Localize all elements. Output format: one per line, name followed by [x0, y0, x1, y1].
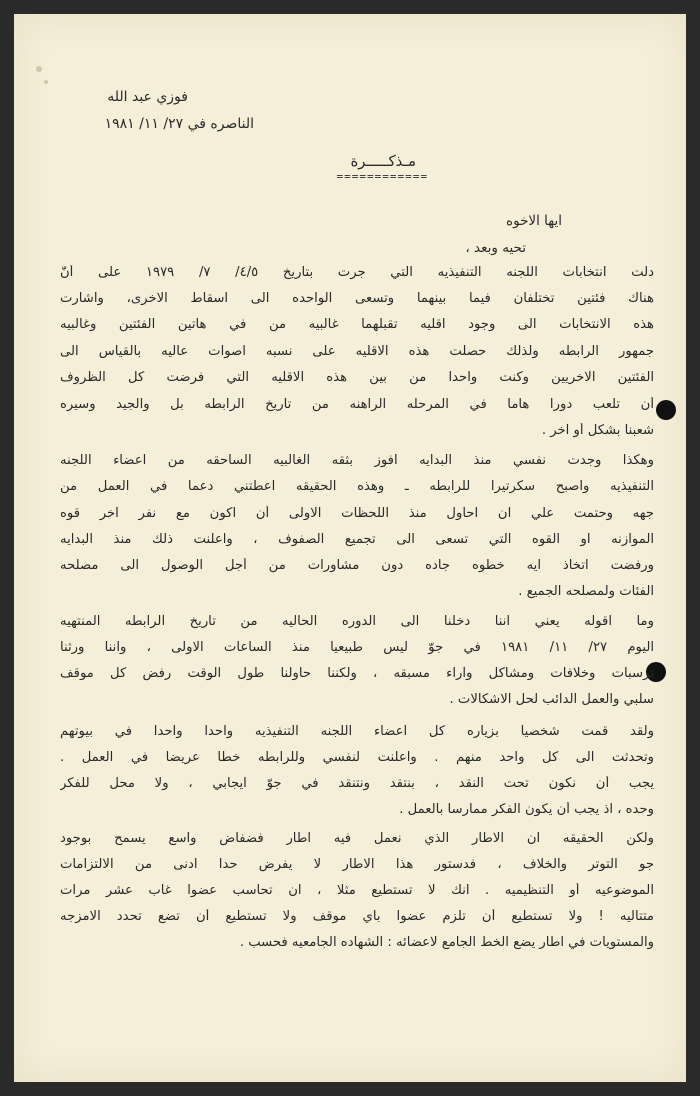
- paragraph-line: متتاليه ! ولا تستطيع أن تلزم عضوا بأي موقف ولا تستطيع أن تضع تحدد الامزجه: [60, 909, 654, 924]
- paragraph-line: ولكن الحقيقه ان الاطار الذي نعمل فيه اطار فضفاض واسع يسمح بوجود: [60, 831, 654, 846]
- author-name: فوزي عبد الله: [107, 89, 188, 105]
- paragraph-line: والمستويات في اطار يضع الخط الجامع لاعضائه : الشهاده الجامعيه فحسب .: [239, 935, 654, 950]
- paragraph-line: ولقد قمت شخصيا بزياره كل اعضاء اللجنه التنفيذيه واحدا واحدا في بيوتهم: [60, 724, 654, 739]
- paragraph-line: جهه وحتمت علي ان احاول منذ اللحظات الاولى أن اكون مع نفر آخر قوه: [60, 506, 654, 521]
- paragraph-line: الفئات ولمصلحه الجميع .: [518, 584, 654, 599]
- paragraph-line: هناك فئتين تختلفان فيما بينهما وتسعى الواحده الى اسقاط الاخرى، واشارت: [60, 291, 654, 306]
- paragraph-line: التنفيذيه واصبح سكرتيرا للرابطه ـ وهذه الحقيقه اعطتني دعما في العمل من: [60, 479, 654, 494]
- paragraph-line: الفئتين الاخريين وكنت واحدا من بين هذه الاقليه التي فرضت كل الظروف: [60, 370, 654, 385]
- paragraph-line: وحده ، اذ يجب أن يكون الفكر ممارسا بالعمل .: [399, 802, 654, 817]
- title-underline: ============: [336, 170, 428, 183]
- paragraph-line: جو التوتر والخلاف ، فدستور هذا الاطار لا يفرض حدا ادنى من الالتزامات: [60, 857, 654, 872]
- punch-hole-icon: [656, 400, 676, 420]
- paragraph-line: دلت انتخابات اللجنه التنفيذيه التي جرت بتاريخ ٤/٥/ ٧/ ١٩٧٩ على أنّ: [60, 265, 654, 280]
- memo-title: مـذكـــــرة: [350, 152, 416, 170]
- paragraph-line: الموازنه او القوه التي تسعى الى تجميع الصفوف ، واعلنت ذلك منذ البدايه: [60, 532, 654, 547]
- paragraph-line: سلبي والعمل الدائب لحل الاشكالات .: [449, 692, 654, 707]
- salutation-greeting: تحيه وبعد ،: [465, 240, 526, 256]
- place-date: الناصره في ٢٧/ ١١/ ١٩٨١: [104, 116, 254, 132]
- paragraph-line: الموضوعيه أو التنظيميه . انك لا تستطيع مثلا ، ان تحاسب عضوا غاب عشر مرات: [60, 883, 654, 898]
- paragraph-line: وهكذا وجدت نفسي منذ البدايه افوز بثقه الغالبيه الساحقه من اعضاء اللجنه: [60, 453, 654, 468]
- paper-stain: [36, 66, 42, 72]
- paragraph-line: شعبنا بشكل أو آخر .: [541, 423, 654, 438]
- paper-stain: [44, 80, 48, 84]
- paragraph-line: اليوم ٢٧/ ١١/ ١٩٨١ في جوّ ليس طبيعيا منذ الساعات الاولى ، واننا ورثنا: [60, 640, 654, 655]
- paragraph-line: جمهور الرابطه ولذلك حصلت هذه الاقليه على نسبه اصوات عاليه بالقياس الى: [60, 344, 654, 359]
- paragraph-line: ورفضت اتخاذ ايه خطوه جاده دون مشاورات من أجل الوصول الى مصلحه: [60, 558, 654, 573]
- paragraph-line: ترسبات وخلافات ومشاكل وآراء مسبقه ، ولكننا حاولنا طول الوقت رفض كل موقف: [60, 666, 654, 681]
- paragraph-line: يجب أن نكون تحت النقد ، بنتقد ونتنقد في جوّ ايجابي ، ولا محل للفكر: [60, 776, 654, 791]
- paragraph-line: أن تلعب دورا هاما في المرحله الراهنه من تاريخ الرابطه بل والجيد وسيره: [60, 397, 654, 412]
- paragraph-line: هذه الانتخابات الى وجود اقليه تقبلهما غالبيه من في هاتين الفئتين وغالبيه: [60, 317, 654, 332]
- paragraph-line: وتحدثت الى كل واحد منهم . واعلنت لنفسي وللرابطه خطا عريضا في العمل .: [60, 750, 654, 765]
- paragraph-line: وما اقوله يعني اننا دخلنا الى الدوره الحاليه من تاريخ الرابطه المنتهيه: [60, 614, 654, 629]
- salutation-address: ايها الاخوه: [506, 213, 562, 229]
